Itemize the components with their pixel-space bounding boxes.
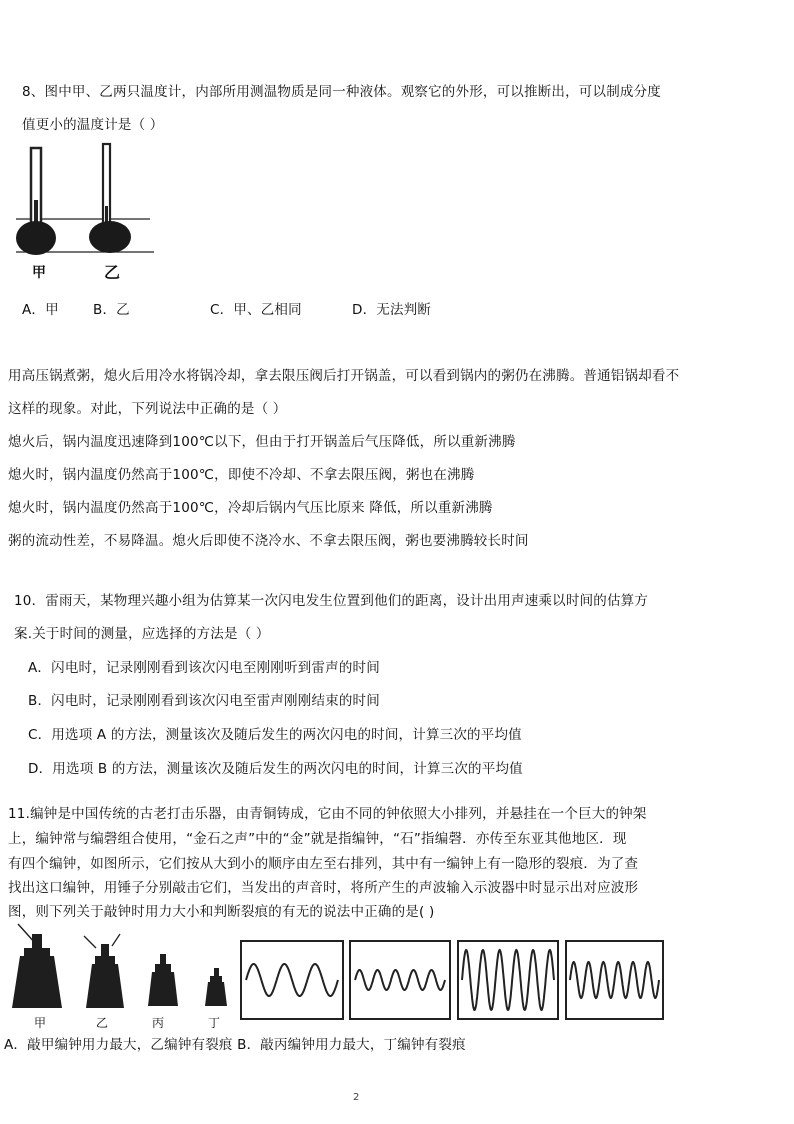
- bell-label-2: 乙: [96, 1016, 109, 1030]
- bell-label-1: 甲: [34, 1016, 47, 1030]
- bell-label-3: 丙: [152, 1016, 165, 1030]
- q9-stem-line-1: 用高压锅煮粥，熄火后用冷水将锅冷却，拿去限压阀后打开锅盖，可以看到锅内的粥仍在沸腾。普通铝锅却看不: [8, 368, 680, 384]
- q8-option-d: D．无法判断: [352, 302, 432, 318]
- bell-icon: [205, 968, 227, 1006]
- q10-stem-line-2: 案.关于时间的测量，应选择的方法是（ ）: [14, 626, 270, 642]
- q11-stem-line-2: 上，编钟常与编磬组合使用，“金石之声”中的“金”就是指编钟，“石”指编磬．亦传至东亚其他地区．现: [8, 831, 627, 847]
- bell-figure: [8, 920, 238, 1020]
- q10-option-a: A．闪电时，记录刚刚看到该次闪电至刚刚听到雷声的时间: [28, 660, 380, 676]
- q10-option-b: B．闪电时，记录刚刚看到该次闪电至雷声刚刚结束的时间: [28, 693, 380, 709]
- q9-option-a: 熄火后，锅内温度迅速降到100℃以下，但由于打开锅盖后气压降低，所以重新沸腾: [8, 434, 516, 450]
- q8-stem-line-2: 值更小的温度计是（ ）: [22, 117, 164, 133]
- bell-icon: [84, 934, 124, 1008]
- waveform-panels: [240, 940, 665, 1022]
- q11-stem-line-3: 有四个编钟，如图所示，它们按从大到小的顺序由左至右排列，其中有一编钟上有一隐形的裂痕．为了查: [8, 856, 639, 872]
- bell-icon: [12, 924, 62, 1008]
- q8-option-c: C．甲、乙相同: [210, 302, 302, 318]
- page-number: 2: [353, 1092, 360, 1103]
- q10-option-d: D．用选项 B 的方法，测量该次及随后发生的两次闪电的时间，计算三次的平均值: [28, 761, 523, 777]
- q9-option-d: 粥的流动性差，不易降温。熄火后即使不浇冷水、不拿去限压阀，粥也要沸腾较长时间: [8, 533, 529, 549]
- q9-stem-line-2: 这样的现象。对此，下列说法中正确的是（ ）: [8, 401, 287, 417]
- q10-stem-line-1: 10．雷雨天，某物理兴趣小组为估算某一次闪电发生位置到他们的距离，设计出用声速乘以时间的估算方: [14, 593, 649, 609]
- q8-option-b: B．乙: [93, 302, 130, 318]
- thermometer-label-b: 乙: [104, 263, 121, 282]
- q11-options-ab: A．敲甲编钟用力最大，乙编钟有裂痕 B．敲丙编钟用力最大，丁编钟有裂痕: [4, 1037, 466, 1053]
- thermometer-label-a: 甲: [32, 265, 47, 281]
- bell-icon: [148, 954, 178, 1006]
- q9-option-b: 熄火时，锅内温度仍然高于100℃，即使不冷却、不拿去限压阀，粥也在沸腾: [8, 467, 475, 483]
- q10-option-c: C．用选项 A 的方法，测量该次及随后发生的两次闪电的时间，计算三次的平均值: [28, 727, 522, 743]
- q11-stem-line-5: 图，则下列关于敲钟时用力大小和判断裂痕的有无的说法中正确的是( ): [8, 904, 435, 920]
- q8-option-a: A．甲: [22, 302, 59, 318]
- bell-label-4: 丁: [208, 1016, 221, 1030]
- q11-stem-line-4: 找出这口编钟，用锤子分别敲击它们，当发出的声音时，将所产生的声波输入示波器中时显示出对应波形: [8, 880, 639, 896]
- q11-stem-line-1: 11.编钟是中国传统的古老打击乐器，由青铜铸成，它由不同的钟依照大小排列，并悬挂在一个巨大的钟架: [8, 806, 647, 822]
- q8-stem-line-1: 8、图中甲、乙两只温度计，内部所用测温物质是同一种液体。观察它的外形，可以推断出，可以制成分度: [22, 84, 661, 100]
- q9-option-c: 熄火时，锅内温度仍然高于100℃，冷却后锅内气压比原来 降低，所以重新沸腾: [8, 500, 493, 516]
